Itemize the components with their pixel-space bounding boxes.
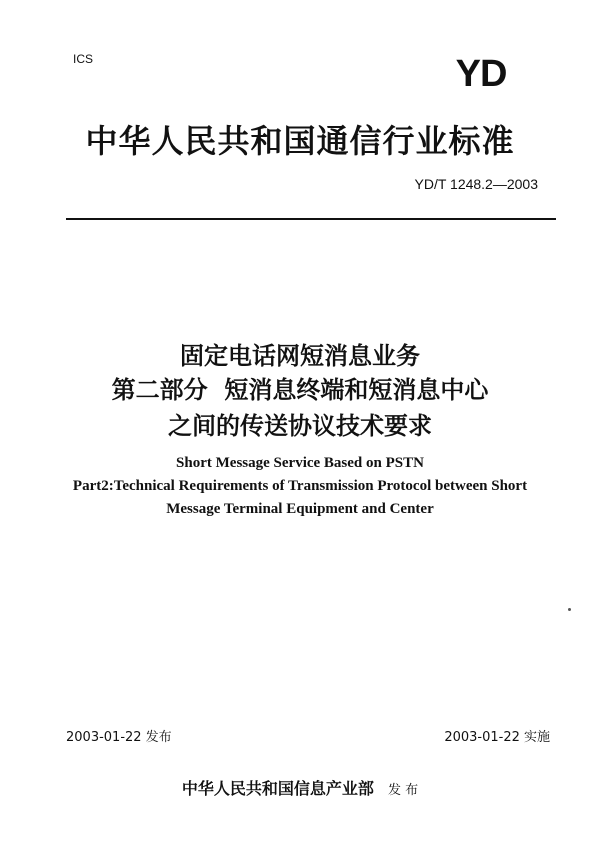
publisher-name: 中华人民共和国信息产业部	[181, 779, 374, 798]
standard-number: YD/T 1248.2—2003	[414, 176, 538, 192]
scan-speck	[568, 608, 571, 611]
title-en-line-1: Short Message Service Based on PSTN	[176, 455, 424, 471]
title-cn-line-1: 固定电话网短消息业务	[180, 342, 420, 370]
title-cn-line-3: 之间的传送协议技术要求	[168, 412, 432, 440]
header-divider	[66, 218, 556, 220]
implement-date: 2003-01-22 实施	[444, 730, 550, 745]
issue-date: 2003-01-22 发布	[66, 730, 172, 745]
yd-logo: YD	[455, 53, 507, 95]
standard-title: 中华人民共和国通信行业标准	[85, 122, 515, 160]
publisher-line	[0, 776, 600, 799]
publish-action: 发 布	[387, 783, 419, 798]
title-cn-line-2: 第二部分 短消息终端和短消息中心	[111, 376, 489, 404]
ics-label: ICS	[73, 52, 94, 66]
title-en-line-3: Message Terminal Equipment and Center	[166, 501, 434, 517]
title-en-line-2: Part2:Technical Requirements of Transmission Protocol between Short	[72, 478, 528, 494]
